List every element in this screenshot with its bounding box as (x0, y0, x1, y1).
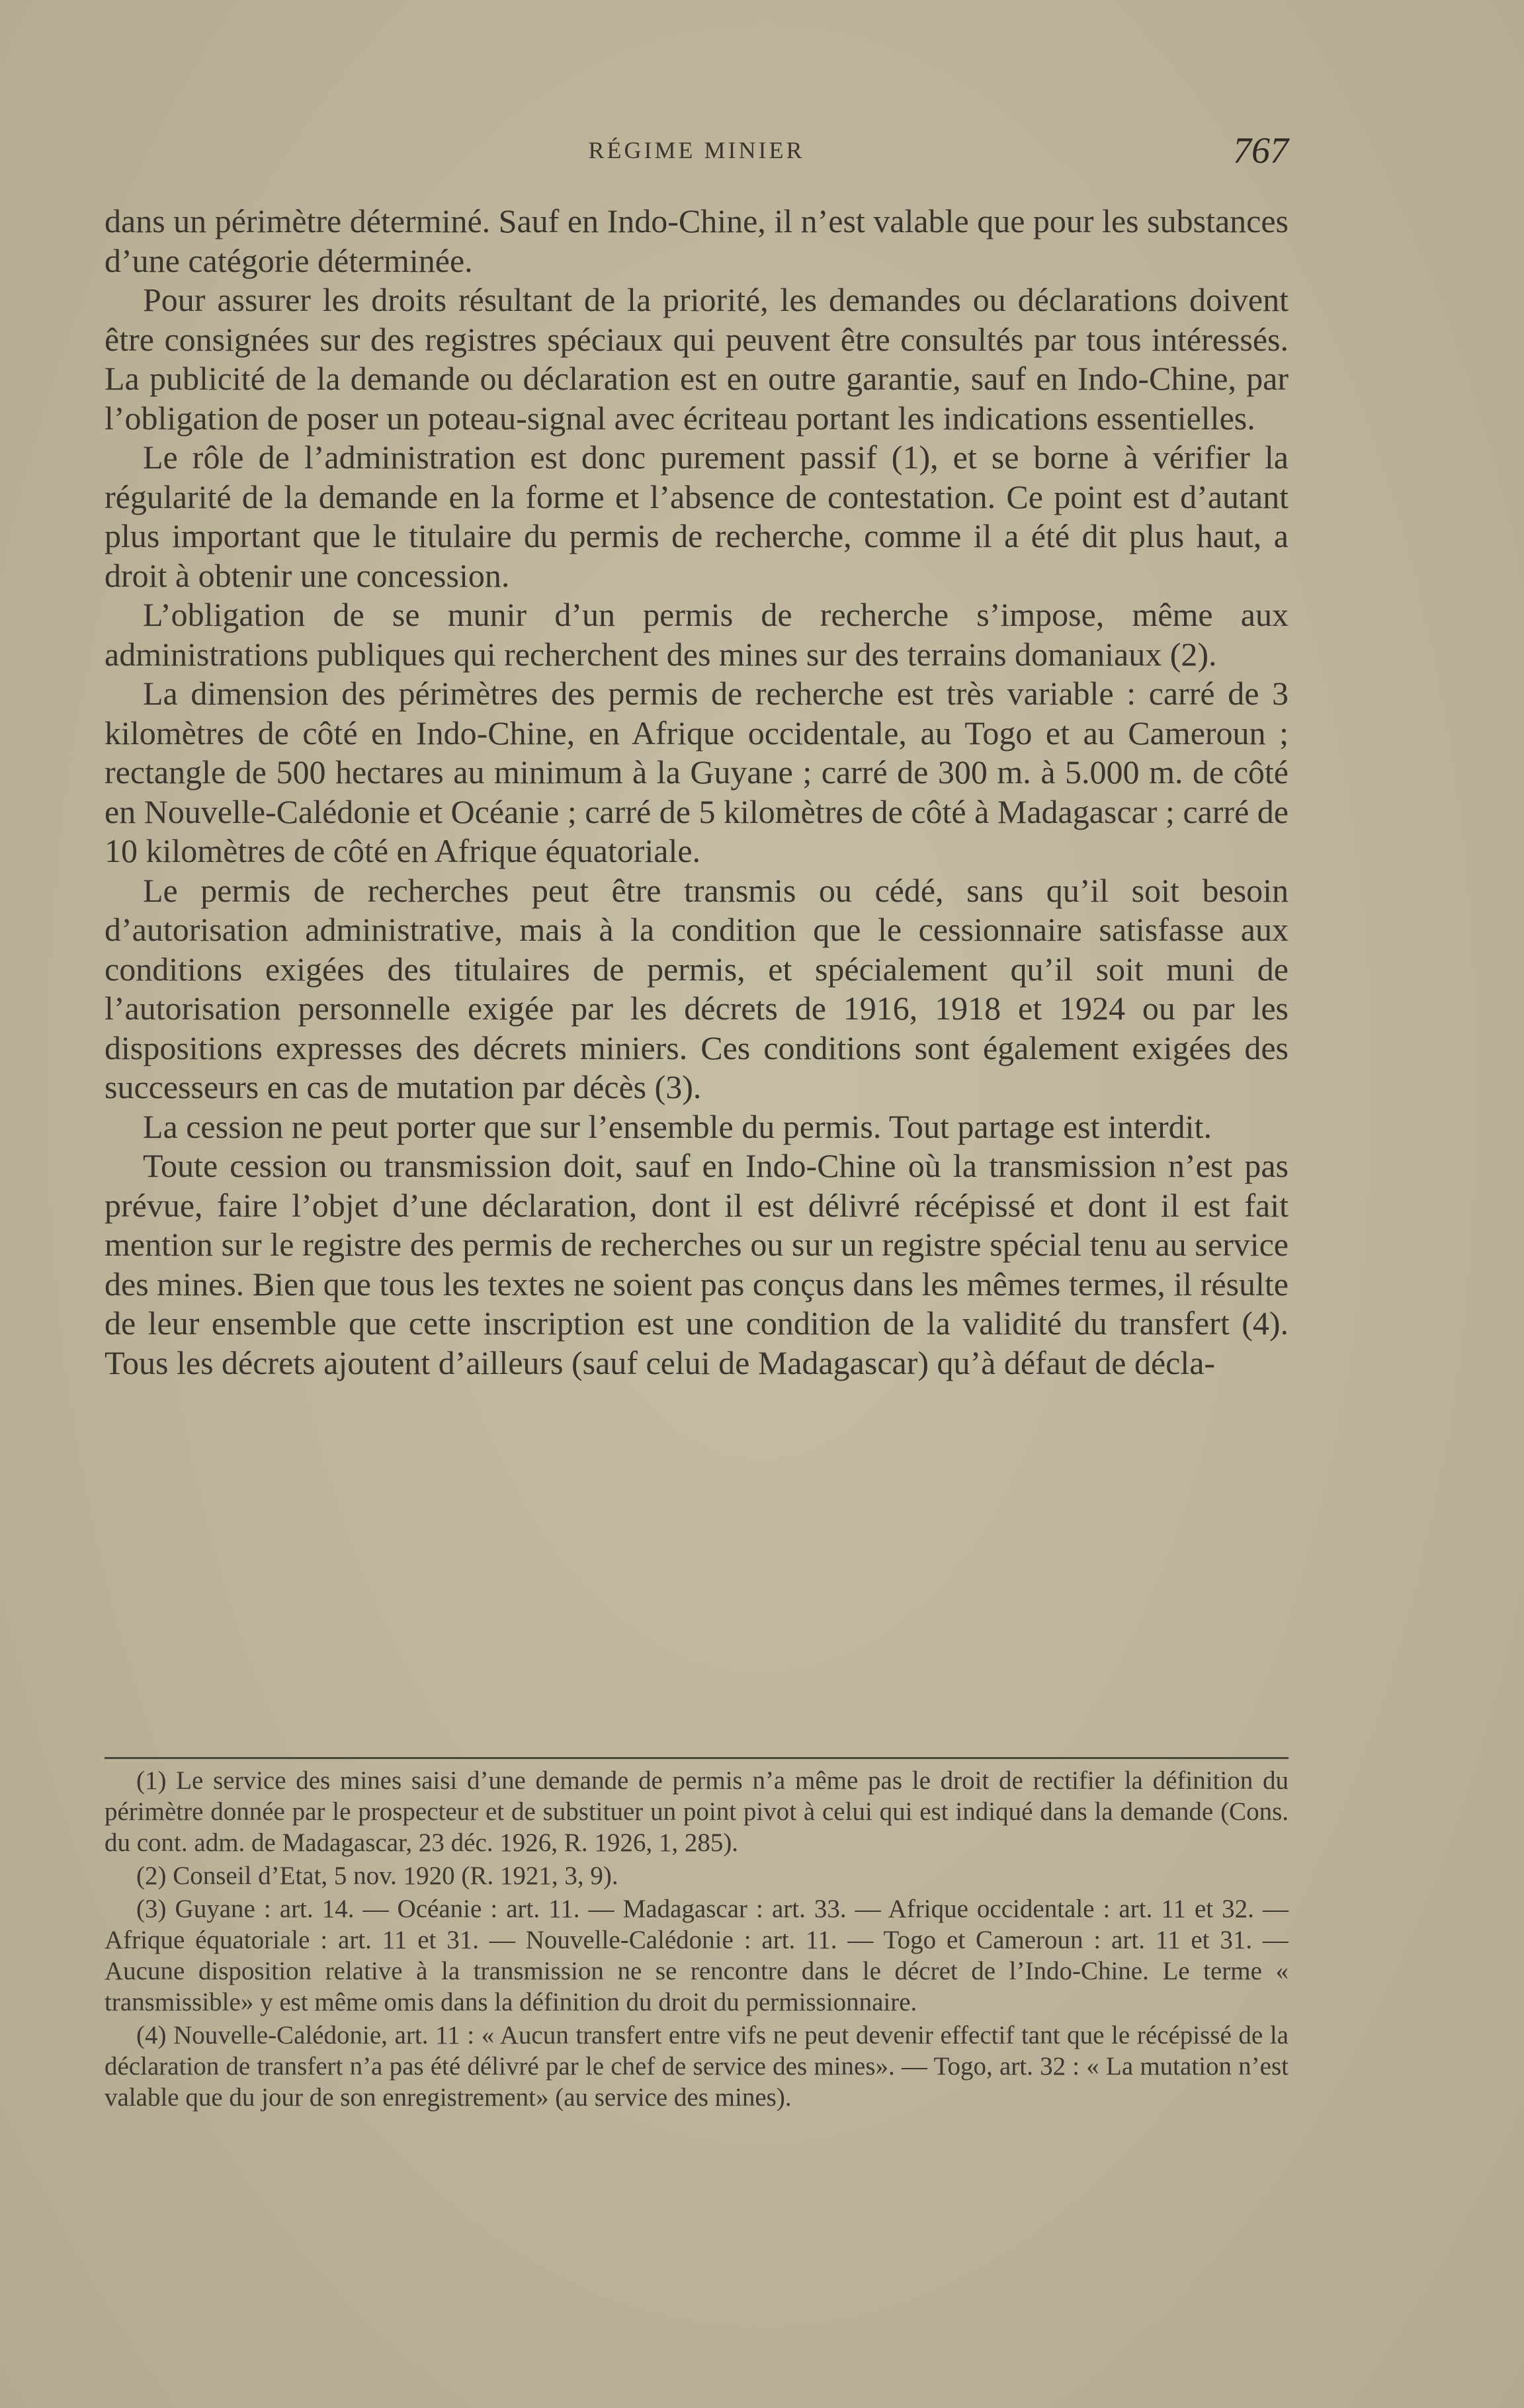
footnotes (105, 1765, 1289, 2115)
page-number: 767 (1233, 130, 1289, 171)
paragraph-6: Le permis de recherches peut être transmis ou cédé, sans qu’il soit besoin d’autorisation administrative, mais à la condition que le cessionnaire satisfasse aux conditions exigées des titulaires de permis, et spécialement qu’il soit muni de l’autorisation personnelle exigée par les décrets de 1916, 1918 et 1924 ou par les dispositions expresses des décrets miniers. Ces conditions sont également exigées des successeurs en cas de mutation par décès (3). (105, 871, 1289, 1105)
paragraph-8: Toute cession ou transmission doit, sauf en Indo-Chine où la transmission n’est pas prévue, faire l’objet d’une déclaration, dont il est délivré récépissé et dont il est fait mention sur le registre des permis de recherches ou sur un registre spécial tenu au service des mines. Bien que tous les textes ne soient pas conçus dans les mêmes termes, il résulte de leur ensemble que cette inscription est une condition de la validité du transfert (4). Tous les décrets ajoutent d’ailleurs (sauf celui de Madagascar) qu’à défaut de décla- (105, 1147, 1289, 1381)
body-text (105, 202, 1289, 1383)
running-head (105, 130, 1289, 176)
footnote-3: (3) Guyane : art. 14. — Océanie : art. 11. — Madagascar : art. 33. — Afrique occidentale : art. 11 et 32. — Afrique équatoriale : art. 11 et 31. — Nouvelle-Calédonie : art. 11. — Togo et Cameroun : art. 11 et 31. — Aucune disposition relative à la transmission ne se rencontre dans le décret de l’Indo-Chine. Le terme « transmissible» y est même omis dans la définition du droit du permissionnaire. (105, 1895, 1289, 2016)
footnote-1: (1) Le service des mines saisi d’une demande de permis n’a même pas le droit de rectifier la définition du périmètre donnée par le prospecteur et de substituer un point pivot à celui qui est indiqué dans la demande (Cons. du cont. adm. de Madagascar, 23 déc. 1926, R. 1926, 1, 285). (105, 1766, 1289, 1857)
footnote-rule (105, 1757, 1289, 1759)
paragraph-1: dans un périmètre déterminé. Sauf en Indo-Chine, il n’est valable que pour les substances d’une catégorie déterminée. (105, 202, 1289, 279)
paragraph-4: L’obligation de se munir d’un permis de recherche s’impose, même aux administrations publiques qui recherchent des mines sur des terrains domaniaux (2). (105, 596, 1289, 673)
paragraph-7: La cession ne peut porter que sur l’ensemble du permis. Tout partage est interdit. (143, 1107, 1212, 1145)
running-title: RÉGIME MINIER (588, 137, 805, 163)
footnote-2: (2) Conseil d’Etat, 5 nov. 1920 (R. 1921, 3, 9). (136, 1862, 618, 1890)
footnote-4: (4) Nouvelle-Calédonie, art. 11 : « Aucun transfert entre vifs ne peut devenir effectif tant que le récépissé de la déclaration de transfert n’a pas été délivré par le chef de service des mines». — Togo, art. 32 : « La mutation n’est valable que du jour de son enregistrement» (au service des mines). (105, 2021, 1289, 2112)
paragraph-3: Le rôle de l’administration est donc purement passif (1), et se borne à vérifier la régularité de la demande en la forme et l’absence de contestation. Ce point est d’autant plus important que le titulaire du permis de recherche, comme il a été dit plus haut, a droit à obtenir une concession. (105, 439, 1289, 594)
paragraph-5: La dimension des périmètres des permis de recherche est très variable : carré de 3 kilomètres de côté en Indo-Chine, en Afrique occidentale, au Togo et au Cameroun ; rectangle de 500 hectares au minimum à la Guyane ; carré de 300 m. à 5.000 m. de côté en Nouvelle-Calédonie et Océanie ; carré de 5 kilomètres de côté à Madagascar ; carré de 10 kilomètres de côté en Afrique équatoriale. (105, 675, 1289, 869)
paragraph-2: Pour assurer les droits résultant de la priorité, les demandes ou déclarations doivent être consignées sur des registres spéciaux qui peuvent être consultés par tous intéressés. La publicité de la demande ou déclaration est en outre garantie, sauf en Indo-Chine, par l’obligation de poser un poteau-signal avec écriteau portant les indications essentielles. (105, 281, 1289, 437)
